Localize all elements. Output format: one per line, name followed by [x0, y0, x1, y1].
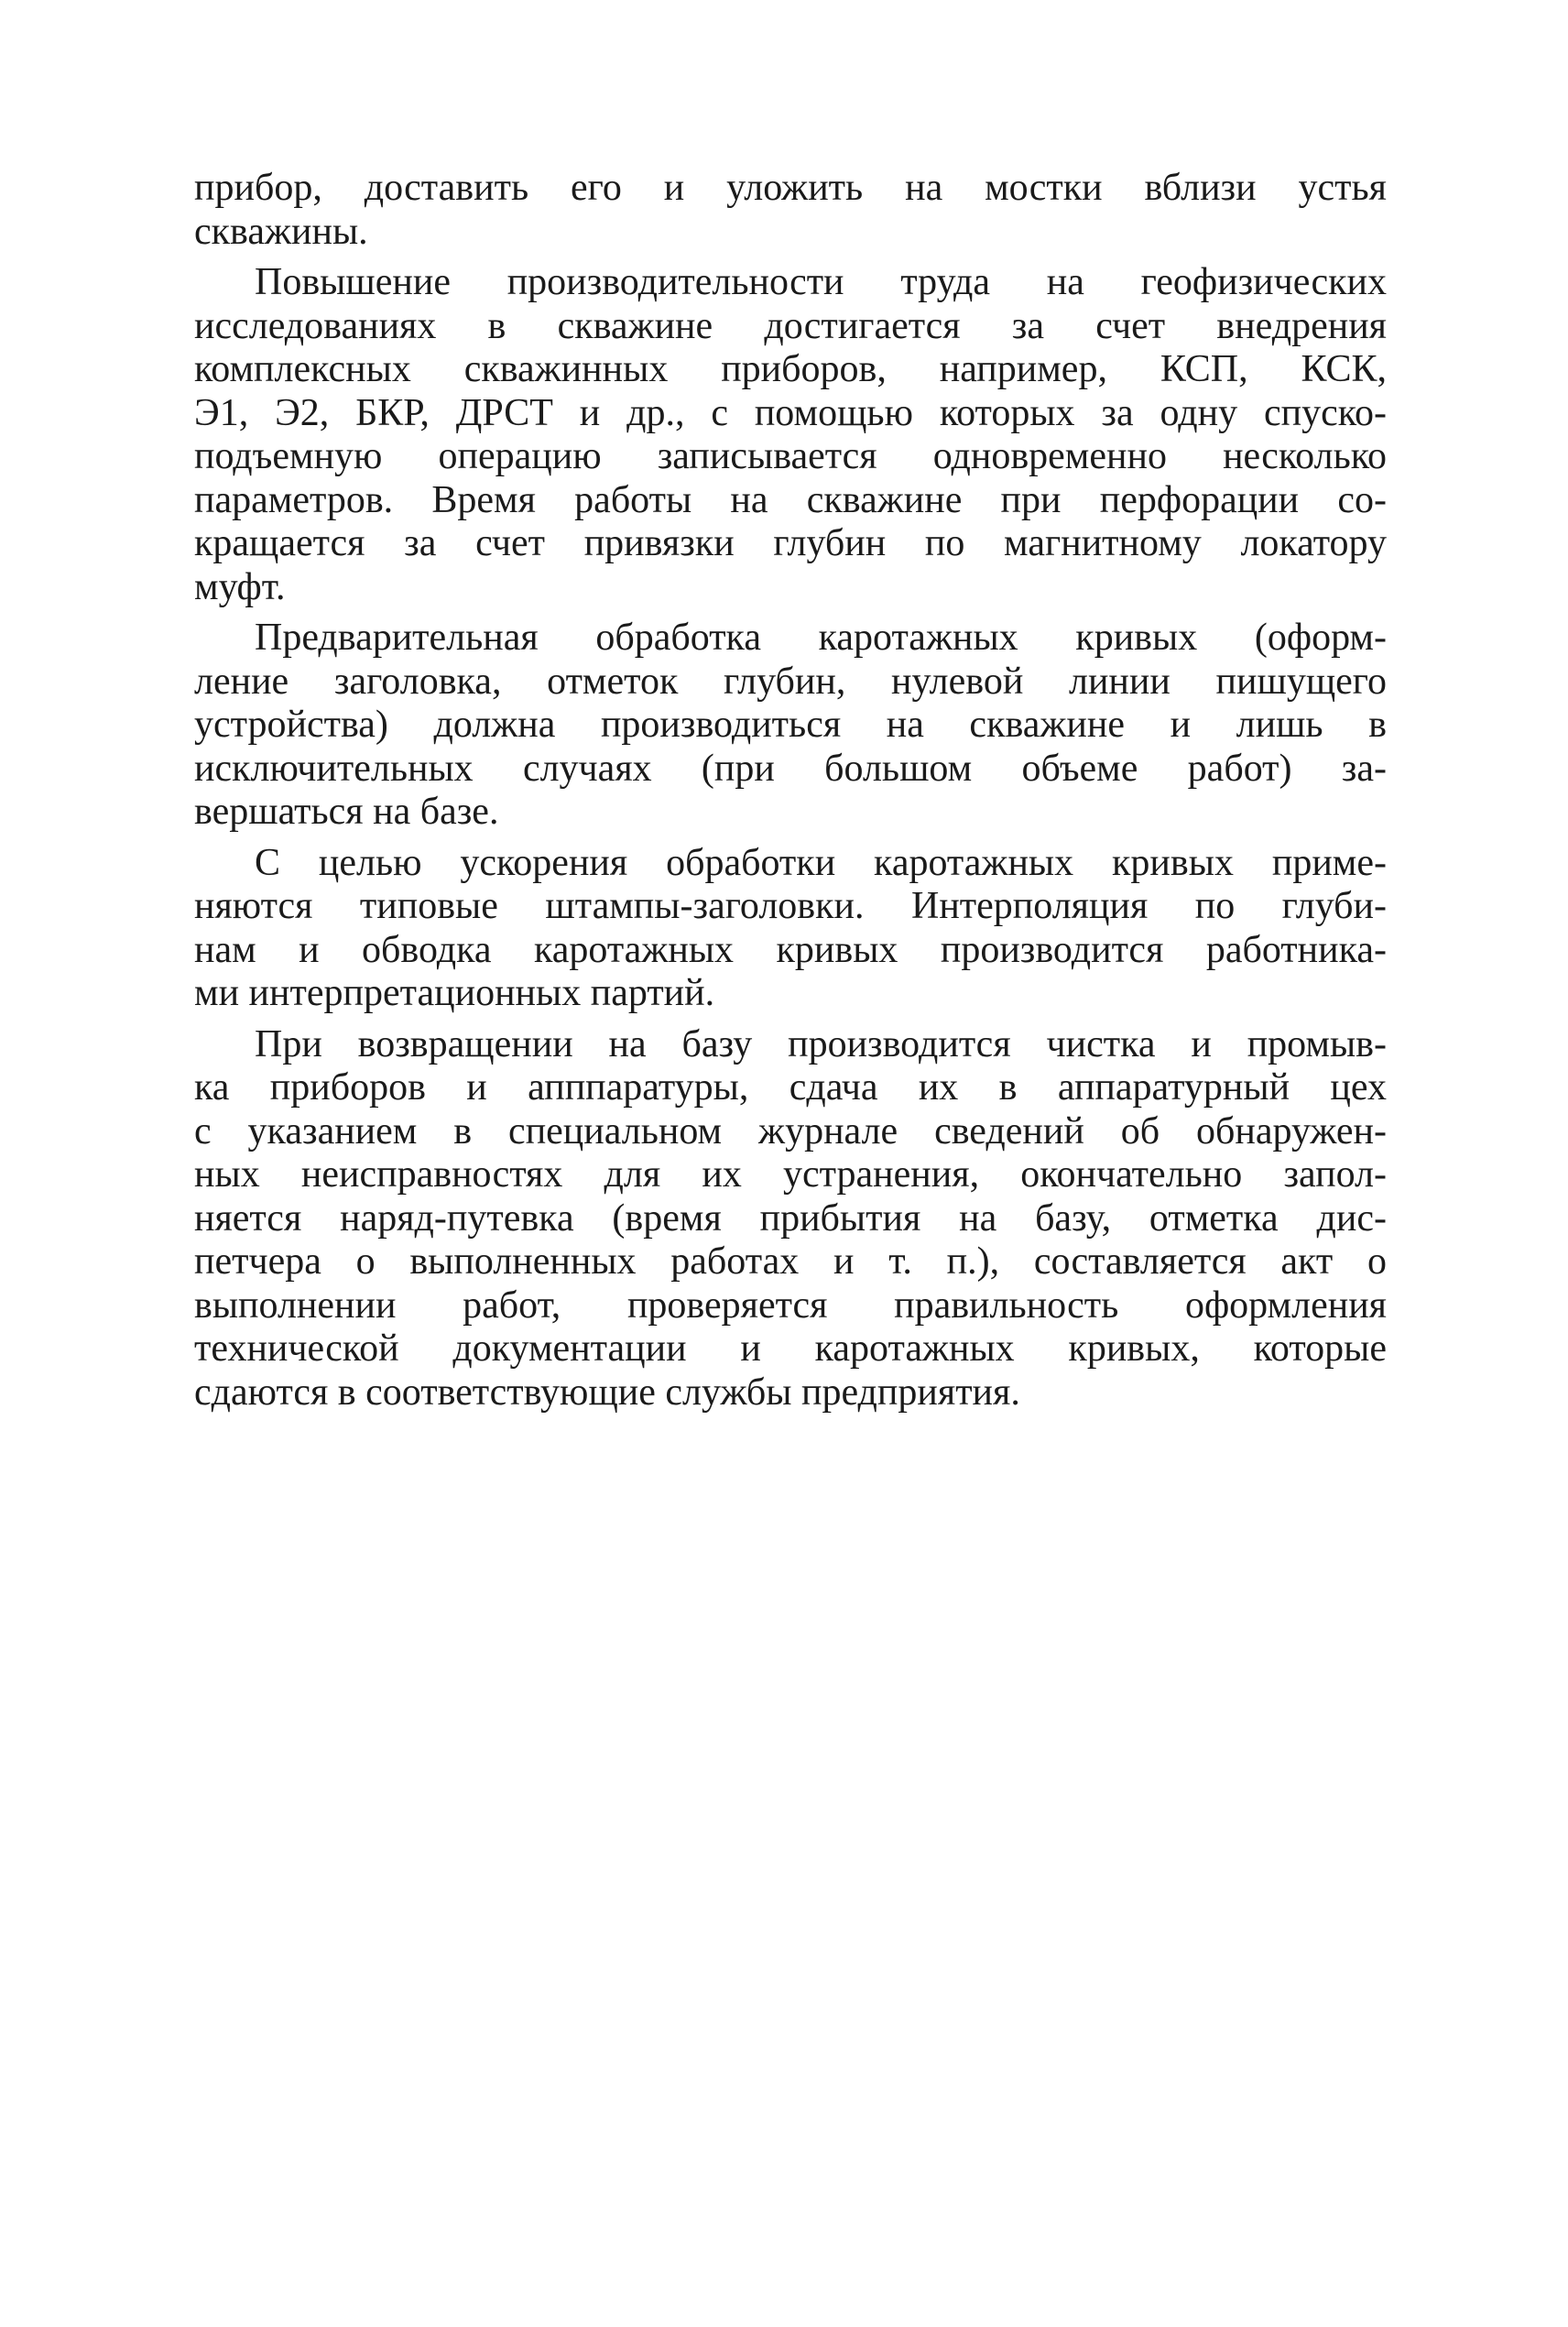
- text-line: устройства) должна производиться на скважине и лишь в: [194, 704, 1387, 746]
- text-line: исключительных случаях (при большом объеме работ) за-: [194, 747, 1387, 790]
- text-line: вершаться на базе.: [194, 791, 499, 833]
- text-line: сдаются в соответствующие службы предприятия.: [194, 1371, 1020, 1414]
- text-line: При возвращении на базу производится чистка и промыв-: [255, 1022, 1387, 1065]
- text-line: Повышение производительности труда на геофизических: [255, 261, 1387, 303]
- text-line: прибор, доставить его и уложить на мостки вблизи устья: [194, 167, 1387, 209]
- text-line: с указанием в специальном журнале сведений об обнаружен-: [194, 1109, 1387, 1153]
- text-line: кращается за счет привязки глубин по магнитному локатору: [194, 522, 1387, 564]
- paragraph-2: [194, 261, 1387, 609]
- text-line: выполнении работ, проверяется правильность оформления: [194, 1284, 1387, 1327]
- text-line: муфт.: [194, 565, 286, 608]
- text-line: подъемную операцию записывается одновременно несколько: [194, 435, 1387, 477]
- paragraph-1: [194, 167, 1387, 254]
- text-line: комплексных скважинных приборов, например, КСП, КСК,: [194, 348, 1387, 390]
- text-line: няются типовые штампы-заголовки. Интерполяция по глуби-: [194, 885, 1387, 927]
- text-line: няется наряд-путевка (время прибытия на базу, отметка дис-: [194, 1196, 1387, 1240]
- text-line: Предварительная обработка каротажных кривых (оформ-: [255, 617, 1387, 659]
- paragraph-5: [194, 1023, 1387, 1415]
- paragraph-4: [194, 842, 1387, 1016]
- text-line: скважины.: [194, 210, 368, 253]
- text-line: параметров. Время работы на скважине при перфорации со-: [194, 478, 1387, 521]
- text-line: Э1, Э2, БКР, ДРСТ и др., с помощью которых за одну спуско-: [194, 391, 1387, 434]
- text-line: ка приборов и апппаратуры, сдача их в аппаратурный цех: [194, 1066, 1387, 1109]
- text-line: ление заголовка, отметок глубин, нулевой линии пишущего: [194, 660, 1387, 703]
- paragraph-3: [194, 617, 1387, 835]
- body-text: [194, 167, 1387, 1422]
- text-line: исследованиях в скважине достигается за счет внедрения: [194, 304, 1387, 347]
- text-line: ных неисправностях для их устранения, окончательно запол-: [194, 1153, 1387, 1196]
- text-line: С целью ускорения обработки каротажных кривых приме-: [255, 841, 1387, 884]
- text-line: нам и обводка каротажных кривых производится работника-: [194, 928, 1387, 971]
- text-line: технической документации и каротажных кривых, которые: [194, 1327, 1387, 1370]
- text-line: петчера о выполненных работах и т. п.), составляется акт о: [194, 1240, 1387, 1283]
- text-line: ми интерпретационных партий.: [194, 972, 715, 1014]
